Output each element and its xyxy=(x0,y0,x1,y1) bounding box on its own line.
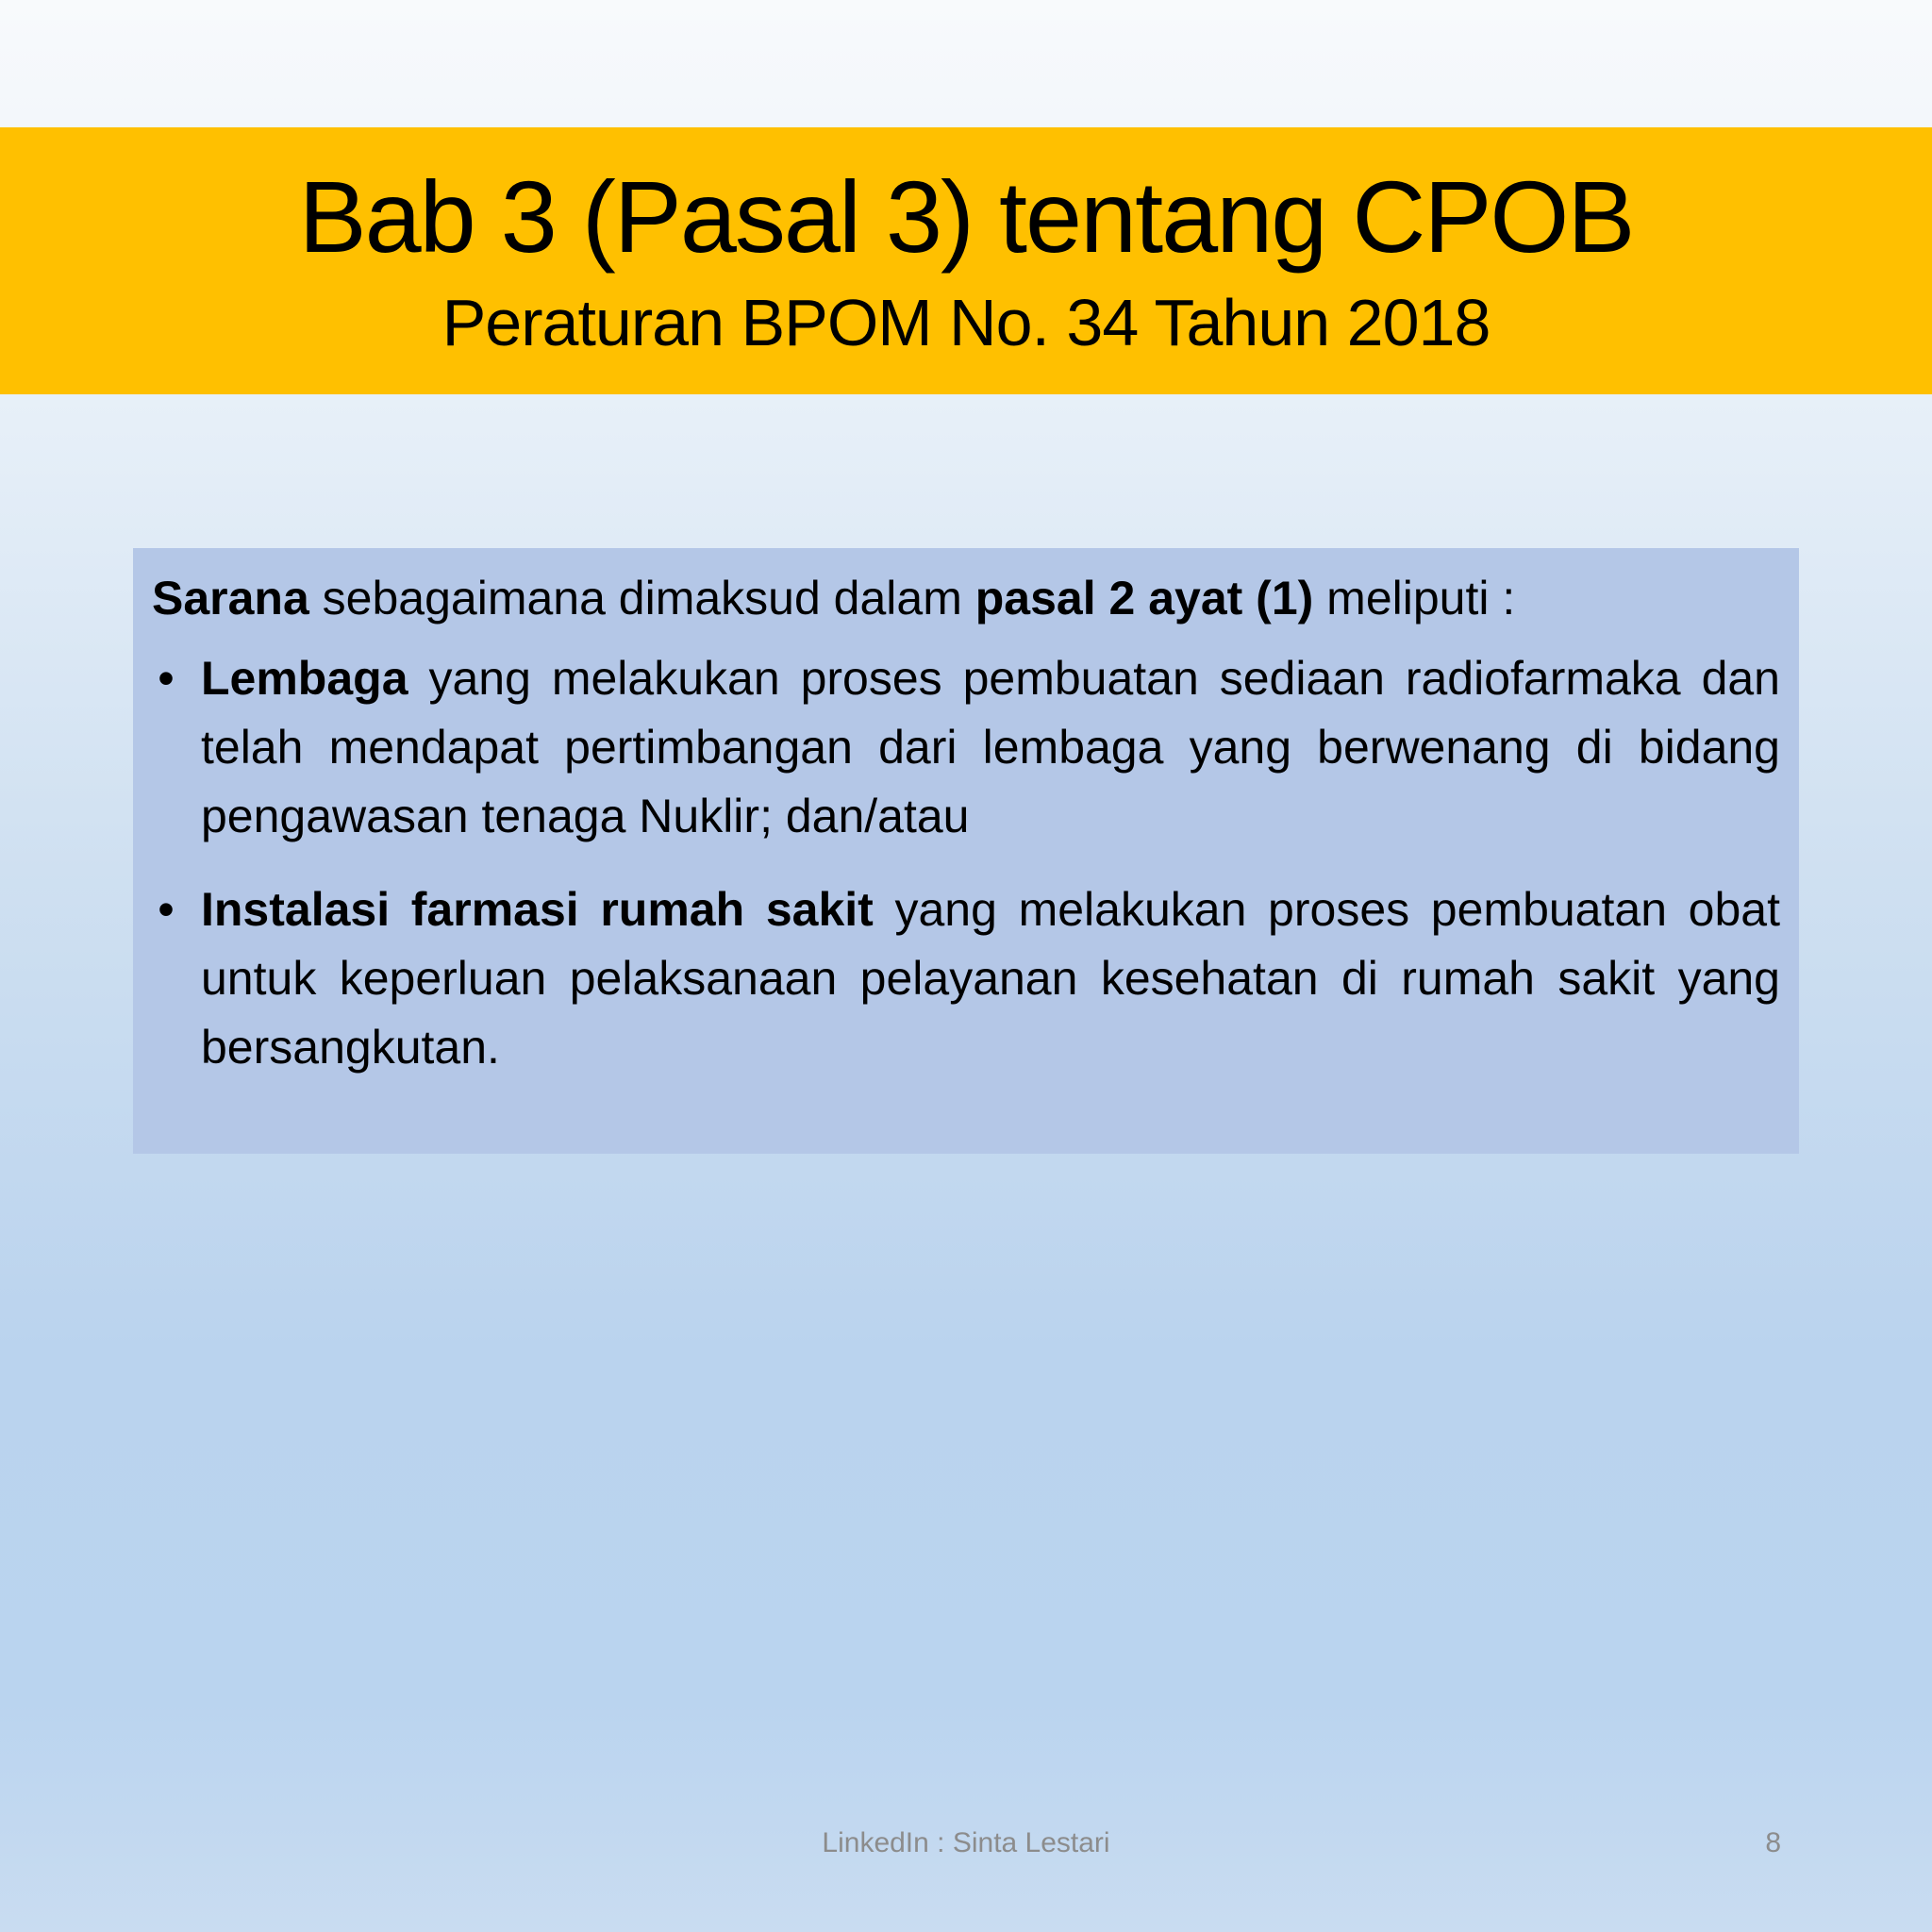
bullet-icon: • xyxy=(158,883,175,936)
intro-paragraph xyxy=(152,563,1780,633)
bullet-text-instalasi: yang melakukan proses pembuatan obat untuk keperluan pelaksanaan pelayanan kesehatan di rumah sakit yang bersangkutan. xyxy=(201,883,1780,1074)
slide-subtitle: Peraturan BPOM No. 34 Tahun 2018 xyxy=(441,286,1491,359)
bullet-bold-lembaga: Lembaga xyxy=(201,652,408,705)
bullet-item-instalasi xyxy=(152,875,1780,1082)
intro-bold-sarana: Sarana xyxy=(152,572,309,625)
intro-text-2: meliputi : xyxy=(1313,572,1516,625)
page-number: 8 xyxy=(1765,1827,1781,1858)
bullet-list xyxy=(152,644,1780,1082)
slide-title: Bab 3 (Pasal 3) tentang CPOB xyxy=(298,159,1634,274)
bullet-icon: • xyxy=(158,652,175,705)
footer-credit: LinkedIn : Sinta Lestari xyxy=(822,1827,1110,1858)
bullet-item-lembaga xyxy=(152,644,1780,851)
content-box xyxy=(133,548,1799,1154)
bullet-bold-instalasi: Instalasi farmasi rumah sakit xyxy=(201,883,874,936)
intro-bold-pasal: pasal 2 ayat (1) xyxy=(974,572,1314,625)
intro-text-1: sebagaimana dimaksud dalam xyxy=(308,572,975,625)
bullet-text-lembaga: yang melakukan proses pembuatan sediaan radiofarmaka dan telah mendapat pertimbangan dari lembaga yang berwenang di bidang pengawasan tenaga Nuklir; dan/atau xyxy=(201,652,1780,842)
